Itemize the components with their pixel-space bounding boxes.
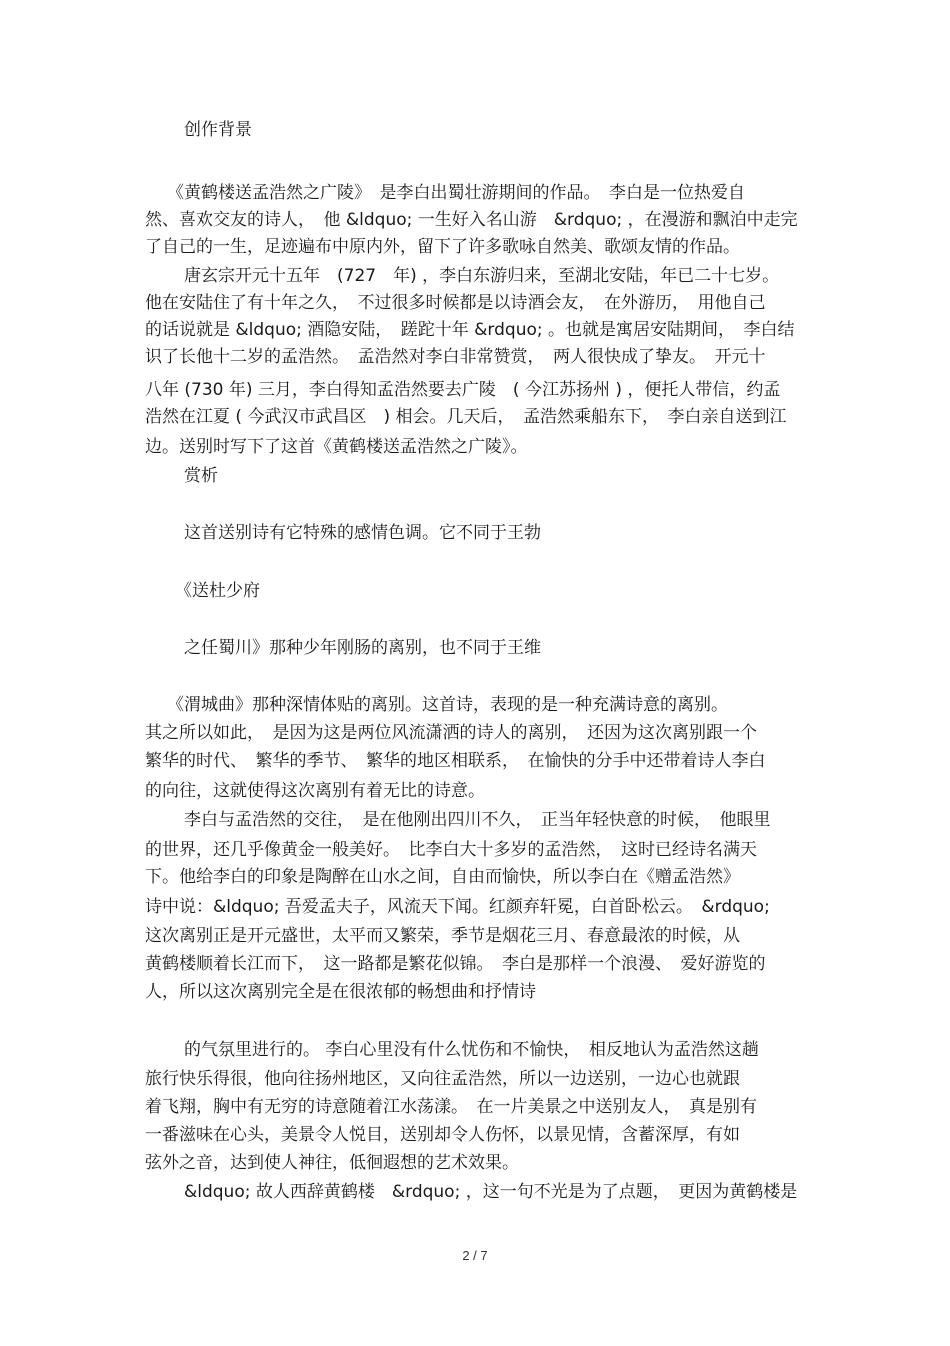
- text-line: 《渭城曲》那种深情体贴的离别。这首诗，表现的是一种充满诗意的离别。: [167, 695, 728, 715]
- text-line: 弦外之音，达到使人神往，低徊遐想的艺术效果。: [145, 1153, 519, 1173]
- text-line: 人，所以这次离别完全是在很浓郁的畅想曲和抒情诗: [145, 982, 536, 1002]
- text-line: &ldquo; 故人西辞黄鹤楼 &rdquo; ，这一句不光是为了点题， 更因为黄鹤楼是: [184, 1182, 798, 1202]
- text-line: 八年 (730 年) 三月，李白得知孟浩然要去广陵 ( 今江苏扬州 ) ，便托人带信，约孟: [145, 380, 781, 400]
- text-line: 了自己的一生，足迹遍布中原内外，留下了许多歌咏自然美、歌颂友情的作品。: [145, 237, 740, 257]
- text-line: 浩然在江夏 ( 今武汉市武昌区 ) 相会。几天后， 孟浩然乘船东下， 李白亲自送到江: [145, 407, 787, 427]
- text-line: 繁华的时代、 繁华的季节、 繁华的地区相联系， 在愉快的分手中还带着诗人李白: [145, 751, 766, 771]
- text-line: 黄鹤楼顺着长江而下， 这一路都是繁花似锦。 李白是那样一个浪漫、 爱好游览的: [145, 954, 766, 974]
- text-line: 这次离别正是开元盛世，太平而又繁荣，季节是烟花三月、春意最浓的时候，从: [145, 926, 740, 946]
- text-line: 的向往，这就使得这次离别有着无比的诗意。: [145, 781, 485, 801]
- text-line: 识了长他十二岁的孟浩然。 孟浩然对李白非常赞赏， 两人很快成了挚友。 开元十: [145, 347, 766, 367]
- text-line: 的话说就是 &ldquo; 酒隐安陆， 蹉跎十年 &rdquo; 。也就是寓居安陆期间， 李白结: [145, 320, 795, 340]
- text-line: 然、喜欢交友的诗人， 他 &ldquo; 一生好入名山游 &rdquo; ，在漫游和飘泊中走完: [145, 210, 798, 230]
- text-line: 一番滋味在心头，美景令人悦目，送别却令人伤怀，以景见情，含蓄深厚，有如: [145, 1125, 740, 1145]
- text-line: 旅行快乐得很，他向往扬州地区，又向往孟浩然，所以一边送别，一边心也就跟: [145, 1069, 740, 1089]
- text-line: 李白与孟浩然的交往， 是在他刚出四川不久， 正当年轻快意的时候， 他眼里: [184, 810, 771, 830]
- text-line: 他在安陆住了有十年之久， 不过很多时候都是以诗酒会友， 在外游历， 用他自己: [145, 293, 766, 313]
- page-number: 2 / 7: [462, 1248, 488, 1263]
- text-line: 其之所以如此， 是因为这是两位风流潇洒的诗人的离别， 还因为这次离别跟一个: [145, 723, 757, 743]
- text-line: 诗中说：&ldquo; 吾爱孟夫子，风流天下闻。红颜弃轩冕，白首卧松云。 &rdquo;: [145, 897, 770, 917]
- text-line: 的气氛里进行的。 李白心里没有什么忧伤和不愉快， 相反地认为孟浩然这趟: [184, 1040, 759, 1060]
- section-heading-background: 创作背景: [184, 120, 252, 140]
- text-line: 边。送别时写下了这首《黄鹤楼送孟浩然之广陵》。: [145, 437, 528, 457]
- text-line: 《送杜少府: [175, 581, 260, 601]
- text-line: 之任蜀川》那种少年刚肠的离别，也不同于王维: [184, 638, 541, 658]
- text-line: 着飞翔，胸中有无穷的诗意随着江水荡漾。 在一片美景之中送别友人， 真是别有: [145, 1097, 757, 1117]
- text-line: 的世界，还几乎像黄金一般美好。 比李白大十多岁的孟浩然， 这时已经诗名满天: [145, 840, 757, 860]
- text-line: 唐玄宗开元十五年 (727 年) ，李白东游归来，至湖北安陆，年已二十七岁。: [184, 266, 780, 286]
- text-line: 《黄鹤楼送孟浩然之广陵》 是李白出蜀壮游期间的作品。 李白是一位热爱自: [167, 183, 745, 203]
- text-line: 这首送别诗有它特殊的感情色调。它不同于王勃: [184, 523, 541, 543]
- text-line: 下。他给李白的印象是陶醉在山水之间，自由而愉快，所以李白在《赠孟浩然》: [145, 867, 740, 887]
- section-heading-appreciation: 赏析: [184, 466, 218, 486]
